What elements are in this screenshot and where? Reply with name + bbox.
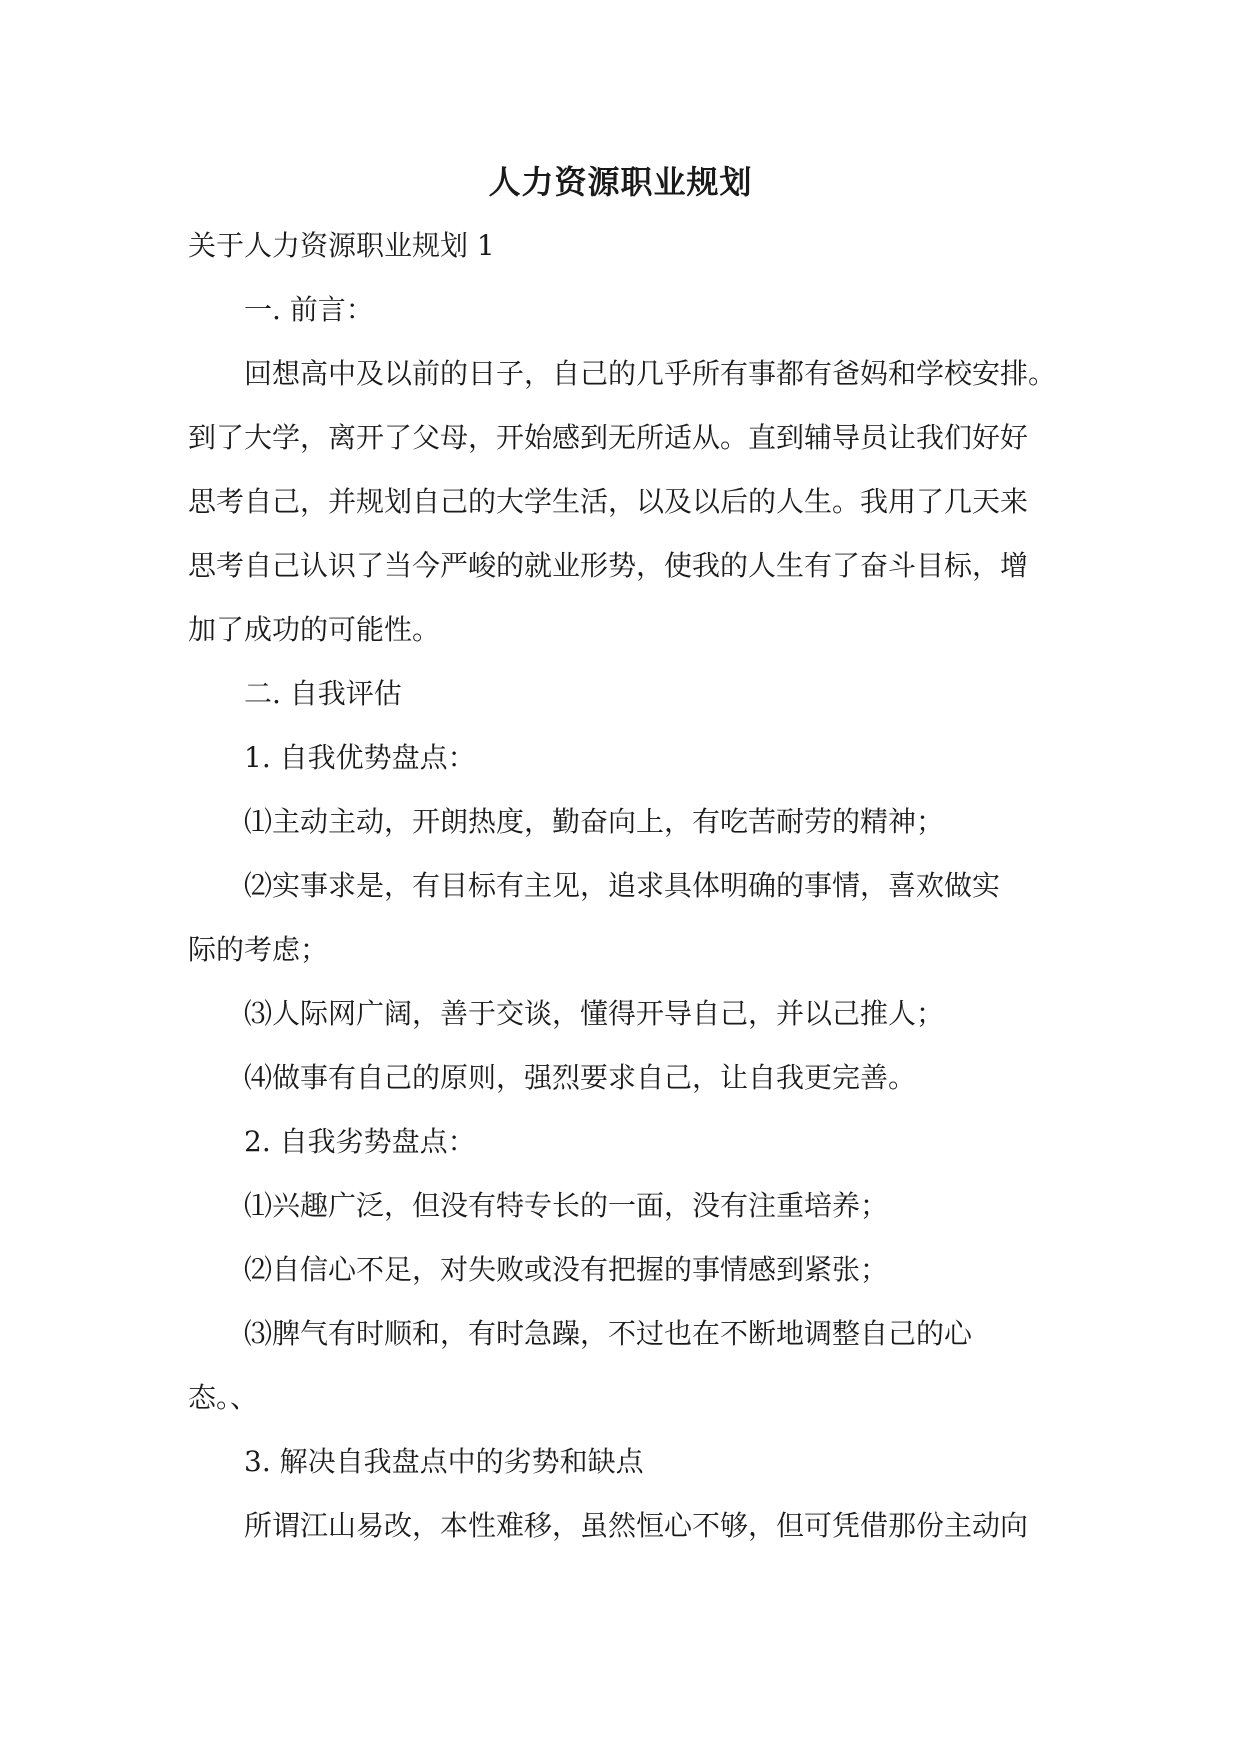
- list-item: ⑵自信心不足，对失败或没有把握的事情感到紧张；: [244, 1253, 889, 1286]
- subheading-strengths: 1. 自我优势盘点：: [244, 741, 476, 774]
- paragraph-line: 加了成功的可能性。: [188, 613, 441, 646]
- subheading-solutions: 3. 解决自我盘点中的劣势和缺点: [244, 1445, 644, 1478]
- document-subtitle: 关于人力资源职业规划 1: [188, 229, 495, 262]
- paragraph-line: 所谓江山易改，本性难移，虽然恒心不够，但可凭借那份主动向: [244, 1509, 1029, 1542]
- list-item: ⑶脾气有时顺和，有时急躁，不过也在不断地调整自己的心: [244, 1317, 973, 1350]
- list-item: ⑴兴趣广泛，但没有特专长的一面，没有注重培养；: [244, 1189, 889, 1222]
- paragraph-line: 思考自己，并规划自己的大学生活，以及以后的人生。我用了几天来: [188, 485, 1029, 518]
- list-item-continuation: 态。、: [188, 1381, 259, 1414]
- section-heading-self-assessment: 二. 自我评估: [244, 677, 402, 710]
- document-title: 人力资源职业规划: [488, 163, 753, 201]
- list-item: ⑵实事求是，有目标有主见，追求具体明确的事情，喜欢做实: [244, 869, 1001, 902]
- list-item: ⑴主动主动，开朗热度，勤奋向上，有吃苦耐劳的精神；: [244, 805, 945, 838]
- paragraph-line: 思考自己认识了当今严峻的就业形势，使我的人生有了奋斗目标，增: [188, 549, 1029, 582]
- list-item: ⑶人际网广阔，善于交谈，懂得开导自己，并以己推人；: [244, 997, 945, 1030]
- paragraph-line: 回想高中及以前的日子，自己的几乎所有事都有爸妈和学校安排。: [244, 357, 1057, 390]
- subheading-weaknesses: 2. 自我劣势盘点：: [244, 1125, 476, 1158]
- list-item: ⑷做事有自己的原则，强烈要求自己，让自我更完善。: [244, 1061, 917, 1094]
- list-item-continuation: 际的考虑；: [188, 933, 329, 966]
- section-heading-preface: 一. 前言：: [244, 293, 374, 326]
- paragraph-line: 到了大学，离开了父母，开始感到无所适从。直到辅导员让我们好好: [188, 421, 1029, 454]
